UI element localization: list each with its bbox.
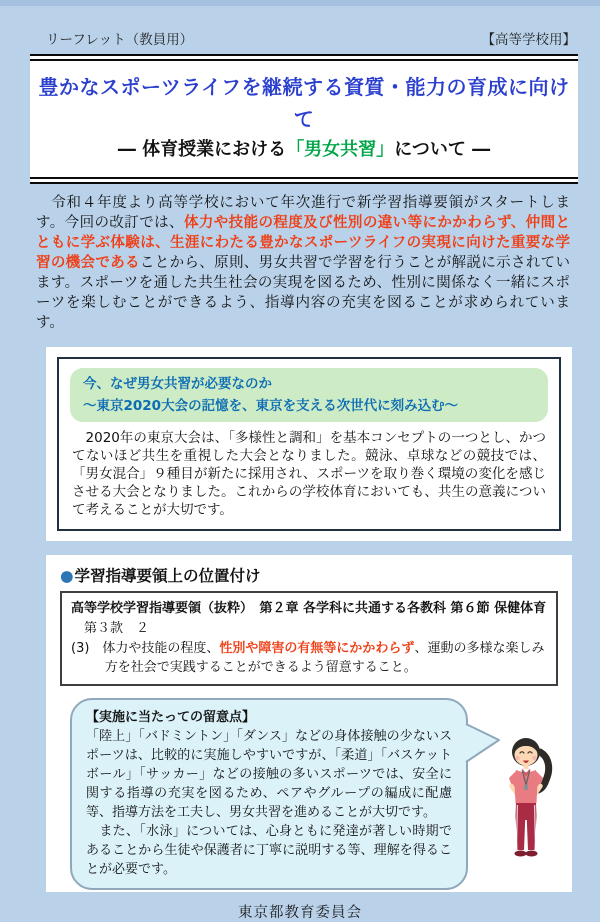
audience-label: リーフレット（教員用）	[46, 32, 194, 48]
bullet-icon: ●	[60, 567, 74, 585]
school-type-label: 【高等学校用】	[481, 32, 576, 48]
teacher-pants	[516, 803, 537, 850]
subtitle-suffix: について ―	[394, 139, 491, 160]
title-banner	[30, 54, 578, 184]
curriculum-section-panel	[46, 555, 572, 892]
teacher-pants-stripe-right	[535, 805, 536, 848]
teacher-shoe-right	[526, 851, 538, 857]
teacher-whistle	[524, 785, 528, 791]
main-title: 豊かなスポーツライフを継続する資質・能力の育成に向けて	[38, 75, 570, 131]
why-header-line-1: 今、なぜ男女共習が必要なのか	[83, 376, 272, 392]
why-section-header	[70, 368, 548, 422]
notes-title: 【実施に当たっての留意点】	[86, 710, 256, 725]
top-edge-strip	[0, 0, 600, 6]
quote-item-text-2: 、運動の多様な楽しみ方を社会で実践することができるよう留意すること。	[104, 641, 545, 675]
why-header-line-2: ～東京2020大会の記憶を、東京を支える次世代に刻み込む～	[83, 398, 459, 414]
intro-paragraph	[36, 193, 570, 333]
notes-speech-bubble	[70, 698, 468, 890]
teacher-pants-stripe-left	[517, 805, 518, 848]
publisher: 東京都教育委員会	[238, 905, 362, 921]
curriculum-heading	[60, 565, 558, 587]
intro-emphasis-text: 体力や技能の程度及び性別の違い等にかかわらず、仲間とともに学ぶ体験は、生涯にわたる豊かなスポーツライフの実現に向けた重要な学習の機会である	[36, 215, 570, 271]
pe-teacher-illustration	[496, 734, 556, 864]
notes-paragraph-1: 「陸上」「バドミントン」「ダンス」などの身体接触の少ないスポーツは、比較的に実施しやすいですが、「柔道」「バスケットボール」「サッカー」などの接触の多いスポーツでは、安全に関する指導の充実を図るため、ペアやグループの編成に配慮等、指導方法を工夫し、男女共習を進めることが大切です。	[86, 729, 452, 820]
teacher-blush-left	[515, 756, 519, 760]
subtitle-highlight: 「男女共習」	[286, 139, 395, 160]
teacher-blush-right	[532, 756, 536, 760]
intro-text-2: ことから、原則、男女共習で学習を行うことが解説に示されています。スポーツを通した共生社会の実現を図るため、性別に関係なく一緒にスポーツを楽しむことができるよう、指導内容の充実を図ることが求められています。	[36, 255, 571, 331]
why-section-body: 2020年の東京大会は、「多様性と調和」を基本コンセプトの一つとし、かつてないほど共生を重視した大会となりました。競泳、卓球などの競技では、「男女混合」９種目が新たに採用され、スポーツを取り巻く環境の変化を感じさせる大会となりました。これからの学校体育においても、共生の意義について考えることが大切です。	[72, 430, 546, 518]
why-section-border-box	[57, 357, 561, 531]
quote-item	[71, 639, 547, 677]
subtitle	[36, 135, 572, 165]
intro-text-1: 令和４年度より高等学校において年次進行で新学習指導要領がスタートします。今回の改訂では、	[36, 195, 570, 231]
speech-bubble-tail	[464, 722, 502, 764]
teacher-shoe-left	[515, 851, 527, 857]
notes-area	[60, 698, 558, 884]
quote-item-emphasis: 性別や障害の有無等にかかわらず	[219, 641, 415, 656]
curriculum-heading-label: 学習指導要領上の位置付け	[74, 567, 261, 585]
quote-item-text-1: (3) 体力や技能の程度、	[71, 641, 220, 656]
quote-subsection: 第３款 ２	[84, 621, 150, 636]
subtitle-prefix: ― 体育授業における	[117, 139, 287, 160]
notes-paragraph-2: また、「水泳」については、心身ともに発達が著しい時期であることから生徒や保護者に丁寧に説明する等、理解を得ることが必要です。	[86, 824, 452, 877]
quote-title: 高等学校学習指導要領（抜粋） 第２章 各学科に共通する各教科 第６節 保健体育	[71, 601, 547, 616]
teacher-neck	[524, 763, 529, 769]
curriculum-quote-box	[60, 591, 558, 686]
why-section-panel	[46, 347, 572, 541]
meta-row	[46, 28, 576, 48]
